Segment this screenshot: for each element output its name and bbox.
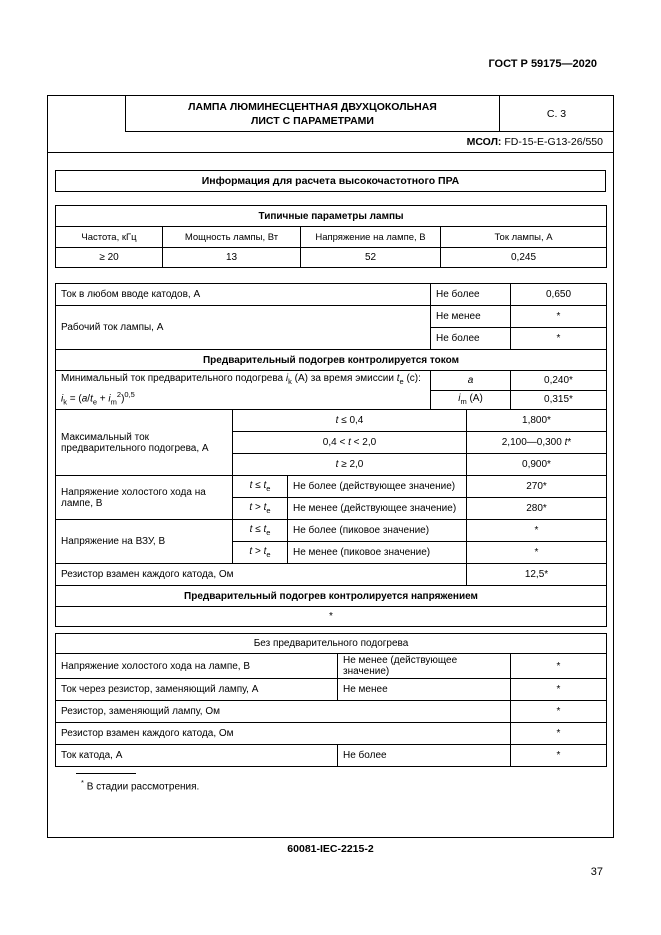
cell-condition: Не менее xyxy=(431,306,511,328)
cell-label: Напряжение холостого хода на лампе, В xyxy=(56,654,338,679)
row-resistor-current xyxy=(56,679,607,701)
row-cathode-resistor xyxy=(56,564,607,586)
row-inlet-current xyxy=(56,284,607,306)
cell-label: Резистор, заменяющий лампу, Ом xyxy=(56,701,511,723)
cathode-parameters-table xyxy=(55,283,607,627)
cell-condition: Не более (пиковое значение) xyxy=(288,520,467,542)
footnote-divider xyxy=(76,773,136,774)
cell-label: Рабочий ток лампы, А xyxy=(56,306,431,350)
row-cathode-replacing-resistor xyxy=(56,723,607,745)
cell-condition: Не более xyxy=(431,284,511,306)
value-current: 0,245 xyxy=(441,248,607,268)
typical-params-title: Типичные параметры лампы xyxy=(56,206,607,227)
sheet-title xyxy=(125,96,500,132)
sheet-frame xyxy=(47,95,614,838)
cell-condition: Не более xyxy=(338,745,511,767)
row-preheat-voltage-value xyxy=(56,607,607,627)
page-number: 37 xyxy=(590,866,603,878)
cell-symbol: a xyxy=(431,371,511,391)
cell-condition: Не более xyxy=(431,328,511,350)
cell-value: * xyxy=(511,654,607,679)
row-replacing-resistor xyxy=(56,701,607,723)
cell-label: Резистор взамен каждого катода, Ом xyxy=(56,564,467,586)
cell-value: * xyxy=(467,520,607,542)
cell-time-condition: $t \le t_e$ xyxy=(233,476,288,498)
cell-condition: Не менее (пиковое значение) xyxy=(288,542,467,564)
typical-params-values-row xyxy=(56,248,607,268)
sheet-title-line2: ЛИСТ С ПАРАМЕТРАМИ xyxy=(251,114,374,127)
cell-formula: Минимальный ток предварительного подогрева $i_k$ (А) за время эмиссии $t_e$ (с): $i_k = (a/t_e + i_m^2)^{0,5}$ xyxy=(56,371,431,410)
cell-value: 0,240* xyxy=(511,371,607,391)
footnote-marker: * xyxy=(81,778,84,787)
cell-value: 2,100—0,300 t* xyxy=(467,432,607,454)
cell-label: Ток в любом вводе катодов, А xyxy=(56,284,431,306)
cell-label: Резистор взамен каждого катода, Ом xyxy=(56,723,511,745)
cell-value: * xyxy=(467,542,607,564)
section-header-no-preheat: Без предварительного подогрева xyxy=(56,634,607,654)
section-header-preheat-current: Предварительный подогрев контролируется током xyxy=(56,350,607,371)
cell-condition: t ≥ 2,0 xyxy=(233,454,467,476)
cell-value: * xyxy=(511,679,607,701)
cell-value: 0,900* xyxy=(467,454,607,476)
row-preheat-current-header xyxy=(56,350,607,371)
row-min-preheat-a xyxy=(56,371,607,391)
section-header-preheat-voltage: Предварительный подогрев контролируется напряжением xyxy=(56,586,607,607)
row-no-preheat-header xyxy=(56,634,607,654)
row-cathode-current xyxy=(56,745,607,767)
lamp-code-row xyxy=(48,132,613,153)
sheet-title-line1: ЛАМПА ЛЮМИНЕСЦЕНТНАЯ ДВУХЦОКОЛЬНАЯ xyxy=(188,100,437,113)
cell-label: Напряжение холостого хода на лампе, В xyxy=(56,476,233,520)
iec-sheet-code: 60081-IEC-2215-2 xyxy=(287,843,374,855)
row-vzu-1 xyxy=(56,520,607,542)
value-voltage: 52 xyxy=(301,248,441,268)
cell-value: * xyxy=(56,607,607,627)
cell-condition: Не менее (действующее значение) xyxy=(338,654,511,679)
standard-number: ГОСТ Р 59175—2020 xyxy=(488,58,597,70)
cell-value: * xyxy=(511,745,607,767)
cell-value: * xyxy=(511,328,607,350)
cell-label: Напряжение на ВЗУ, В xyxy=(56,520,233,564)
cell-value: 12,5* xyxy=(467,564,607,586)
cell-value: 1,800* xyxy=(467,410,607,432)
col-header-voltage: Напряжение на лампе, В xyxy=(301,227,441,248)
cell-time-condition: $t > t_e$ xyxy=(233,542,288,564)
footnote-text: В стадии рассмотрения. xyxy=(83,781,200,793)
typical-params-header-row xyxy=(56,227,607,248)
cell-value: * xyxy=(511,723,607,745)
cell-value: * xyxy=(511,701,607,723)
value-power: 13 xyxy=(163,248,301,268)
cell-value: 270* xyxy=(467,476,607,498)
typical-params-title-row xyxy=(56,206,607,227)
cell-condition: Не менее (действующее значение) xyxy=(288,498,467,520)
col-header-current: Ток лампы, А xyxy=(441,227,607,248)
lamp-code-label: МСОЛ: xyxy=(466,136,502,148)
cell-label: Максимальный ток предварительного подогрева, А xyxy=(56,410,233,476)
cell-time-condition: $t \le t_e$ xyxy=(233,520,288,542)
cell-time-condition: $t > t_e$ xyxy=(233,498,288,520)
col-header-power: Мощность лампы, Вт xyxy=(163,227,301,248)
cell-value: * xyxy=(511,306,607,328)
row-preheat-voltage-header xyxy=(56,586,607,607)
row-open-circuit-voltage xyxy=(56,654,607,679)
row-max-preheat-1 xyxy=(56,410,607,432)
cell-condition: t ≤ 0,4 xyxy=(233,410,467,432)
value-frequency: ≥ 20 xyxy=(56,248,163,268)
col-header-frequency: Частота, кГц xyxy=(56,227,163,248)
row-working-current-1 xyxy=(56,306,607,328)
lamp-code-value: FD-15-E-G13-26/550 xyxy=(504,136,603,148)
footnote xyxy=(81,778,199,792)
no-preheat-table xyxy=(55,633,607,767)
cell-label: Ток катода, А xyxy=(56,745,338,767)
typical-params-table xyxy=(55,205,607,268)
cell-condition: 0,4 < t < 2,0 xyxy=(233,432,467,454)
cell-condition: Не более (действующее значение) xyxy=(288,476,467,498)
cell-value: 280* xyxy=(467,498,607,520)
hf-ballast-section-title: Информация для расчета высокочастотного ПРА xyxy=(55,170,606,192)
cell-value: 0,650 xyxy=(511,284,607,306)
cell-value: 0,315* xyxy=(511,390,607,410)
cell-condition: Не менее xyxy=(338,679,511,701)
cell-symbol: $i_m$ (А) xyxy=(431,390,511,410)
sheet-page-label: С. 3 xyxy=(500,96,613,132)
cell-label: Ток через резистор, заменяющий лампу, А xyxy=(56,679,338,701)
row-open-circuit-1 xyxy=(56,476,607,498)
